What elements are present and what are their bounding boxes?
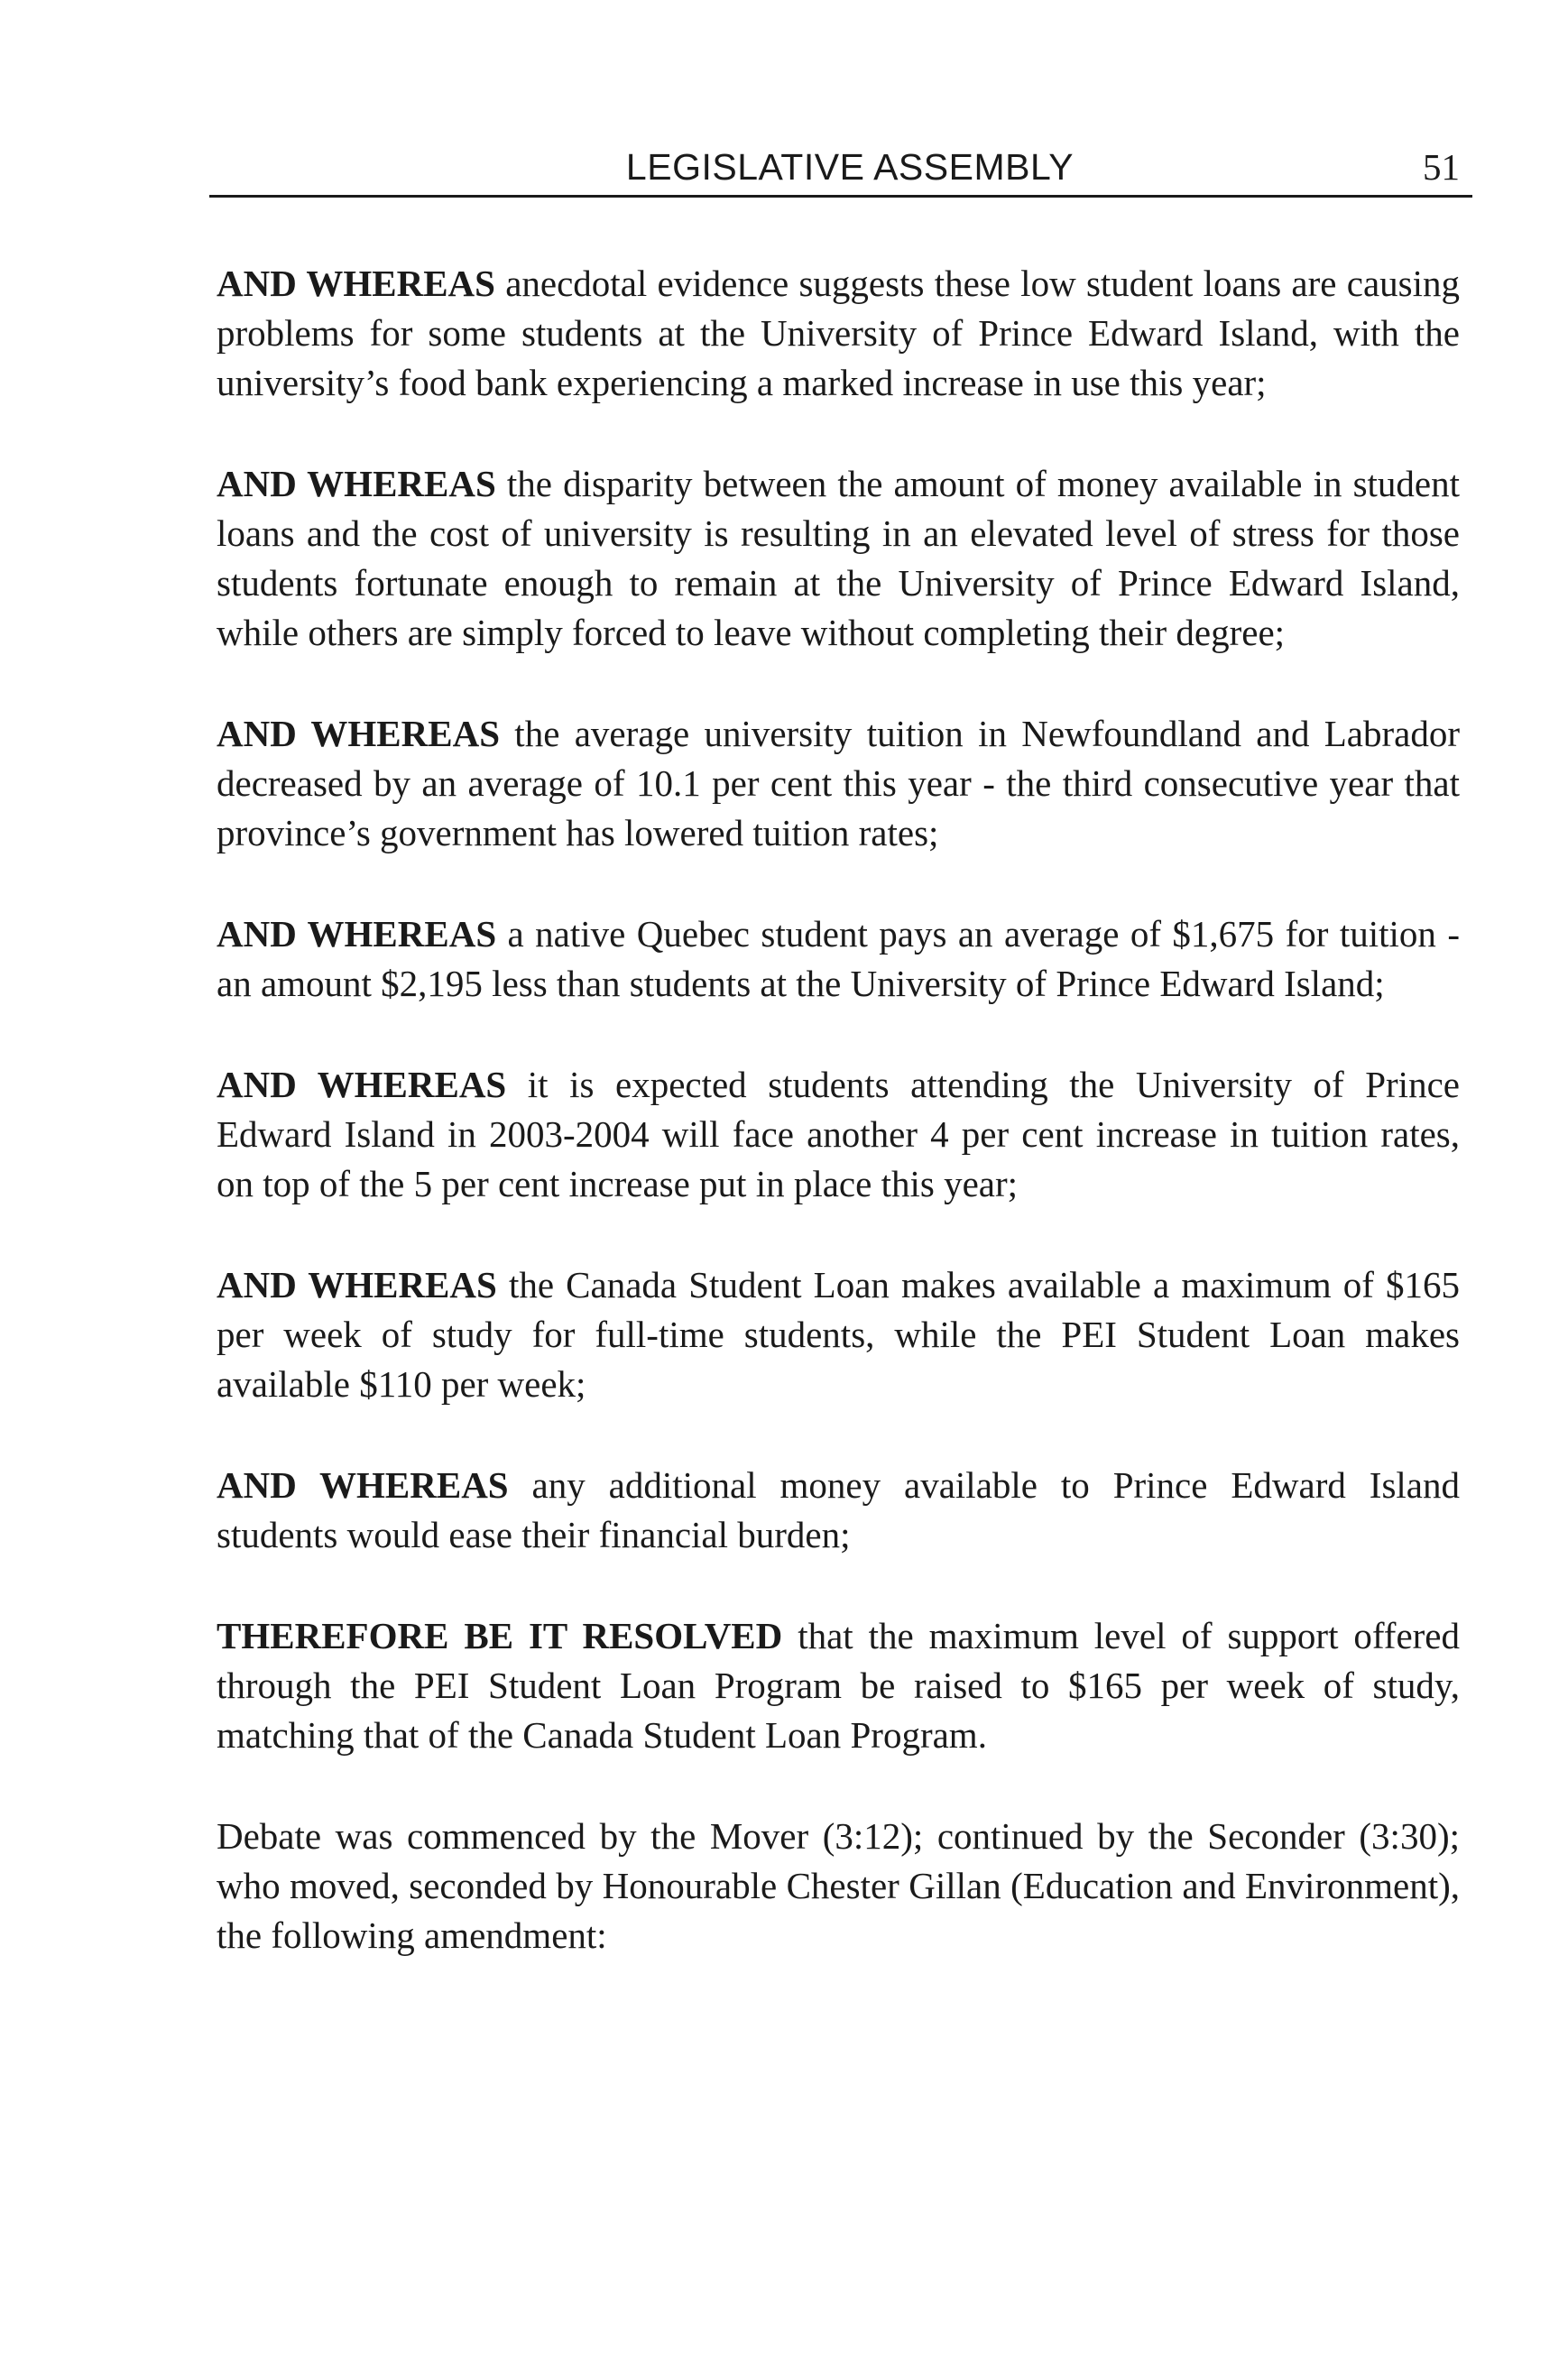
paragraph-text: anecdotal evidence suggests these low student loans are causing problems for some students at the University of Prince Edward Island, with the university’s food bank experiencing a marked increase in use this year; [217,263,1460,403]
paragraph-lead: AND WHEREAS [217,713,500,754]
whereas-paragraph [217,1060,1460,1209]
paragraph-lead: AND WHEREAS [217,263,495,304]
whereas-paragraph [217,709,1460,858]
page-number: 51 [1423,146,1460,188]
running-header-title: LEGISLATIVE ASSEMBLY [625,146,1075,188]
paragraph-text: it is expected students attending the University of Prince Edward Island in 2003-2004 will face another 4 per cent increase in tuition rates, on top of the 5 per cent increase put in place this year; [217,1064,1460,1204]
whereas-paragraph [217,259,1460,408]
paragraph-lead: AND WHEREAS [217,1464,509,1506]
debate-paragraph: Debate was commenced by the Mover (3:12); continued by the Seconder (3:30); who moved, seconded by Honourable Chester Gillan (Education and Environment), the following amendment: [217,1815,1460,1956]
whereas-paragraph [217,1260,1460,1409]
whereas-paragraph [217,909,1460,1009]
document-body [217,259,1460,1960]
paragraph-lead: AND WHEREAS [217,1064,507,1105]
paragraph-text: any additional money available to Prince Edward Island students would ease their financial burden; [217,1464,1460,1555]
page-header [209,144,1472,200]
paragraph-lead: THEREFORE BE IT RESOLVED [217,1615,783,1656]
paragraph-lead: AND WHEREAS [217,1264,497,1305]
paragraph-lead: AND WHEREAS [217,463,496,504]
paragraph-text: that the maximum level of support offered through the PEI Student Loan Program be raised to $165 per week of study, matching that of the Canada Student Loan Program. [217,1615,1461,1756]
paragraph-text: the disparity between the amount of money available in student loans and the cost of university is resulting in an elevated level of stress for those students fortunate enough to remain at the University of Prince Edward Island, while others are simply forced to leave without completing their degree; [217,463,1460,653]
paragraph-text: the Canada Student Loan makes available a maximum of $165 per week of study for full-time students, while the PEI Student Loan makes available $110 per week; [217,1264,1460,1405]
whereas-paragraph [217,459,1460,658]
whereas-paragraph [217,1461,1460,1560]
resolution-paragraph [217,1611,1460,1760]
paragraph-text: a native Quebec student pays an average of $1,675 for tuition - an amount $2,195 less than students at the University of Prince Edward Island; [217,913,1460,1004]
header-rule [209,195,1472,198]
paragraph-text: the average university tuition in Newfoundland and Labrador decreased by an average of 10.1 per cent this year - the third consecutive year that province’s government has lowered tuition rates; [217,713,1460,853]
paragraph-lead: AND WHEREAS [217,913,497,955]
